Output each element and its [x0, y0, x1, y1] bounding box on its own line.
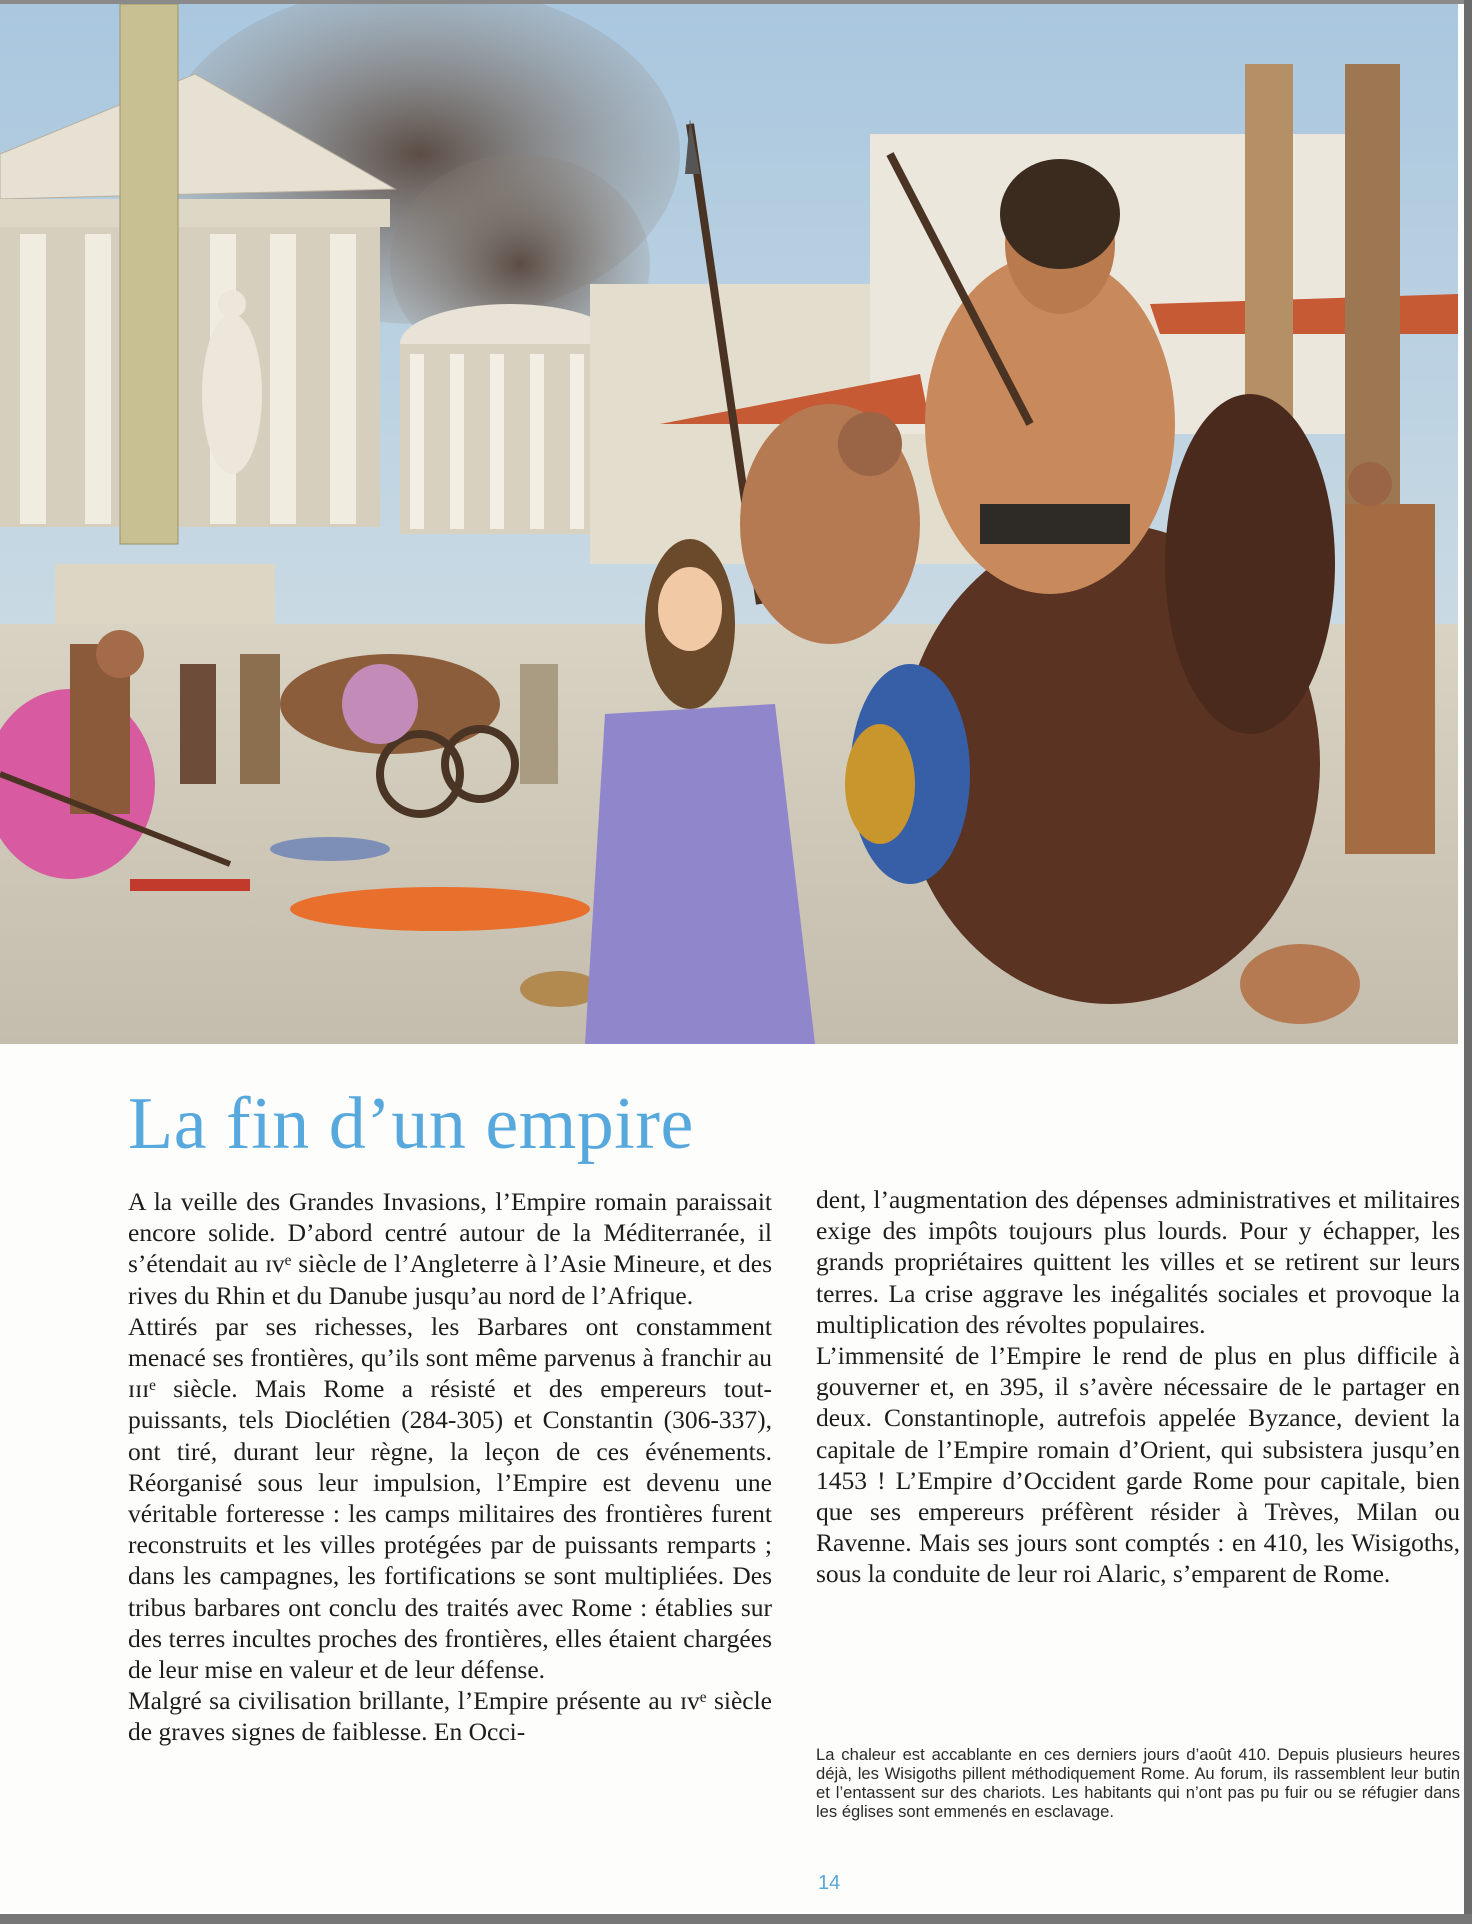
paragraph: Malgré sa civilisation brillante, l’Empire présente au ɪᴠᵉ siècle de graves signes de faiblesse. En Occi-	[128, 1686, 772, 1747]
text-column-left	[128, 1186, 772, 1748]
text-column-right	[816, 1184, 1460, 1590]
background-warrior-right	[1345, 462, 1435, 854]
paragraph: dent, l’augmentation des dépenses administratives et militaires exige des impôts toujours plus lourds. Pour y échapper, les grands propriétaires quittent les villes et se retirent sur leurs terres. La crise aggrave les inégalités sociales et provoque la multiplication des révoltes populaires.	[816, 1185, 1460, 1339]
paragraph: L’immensité de l’Empire le rend de plus en plus difficile à gouverner et, en 395, il s’avère nécessaire de le partager en deux. Constantinople, autrefois appelée Byzance, devient la capitale de l’Empire romain d’Orient, qui subsistera jusqu’en 1453 ! L’Empire d’Occident garde Rome pour capitale, bien que ses empereurs préfèrent résider à Trèves, Milan ou Ravenne. Mais ses jours sont comptés : en 410, les Wisigoths, sous la conduite de leur roi Alaric, s’emparent de Rome.	[816, 1341, 1460, 1589]
round-temple	[400, 304, 620, 534]
paragraph: A la veille des Grandes Invasions, l’Empire romain paraissait encore solide. D’abord centré autour de la Méditerranée, il s’étendait au ɪᴠᵉ siècle de l’Angleterre à l’Asie Mineure, et des rives du Rhin et du Danube jusqu’au nord de l’Afrique.	[128, 1187, 772, 1310]
scan-border-right	[1464, 0, 1472, 1924]
sack-of-rome-illustration	[0, 4, 1458, 1044]
page-title: La fin d’un empire	[128, 1083, 694, 1165]
column	[120, 4, 178, 544]
scan-border-bottom	[0, 1914, 1472, 1924]
illustration-caption: La chaleur est accablante en ces derniers jours d’août 410. Depuis plusieurs heures déjà, les Wisigoths pillent méthodiquement Rome. Au forum, ils rassemblent leur butin et l’entassent sur des chariots. Les habitants qui n’ont pas pu fuir ou se réfugier dans les églises sont emmenés en esclavage.	[816, 1744, 1460, 1821]
sack-of-rome-painting-icon	[0, 4, 1458, 1044]
paragraph: Attirés par ses richesses, les Barbares ont constamment menacé ses frontières, qu’ils sont même parvenus à franchir au ɪɪɪᵉ siècle. Mais Rome a résisté et des empereurs tout-puissants, tels Dioclétien (284-305) et Constantin (306-337), ont tiré, durant leur règne, la leçon de ces événements. Réorganisé sous leur impulsion, l’Empire est devenu une véritable forteresse : les camps militaires des frontières furent reconstruits et les villes protégées par de puissants remparts ; dans les campagnes, les fortifications se sont multipliées. Des tribus barbares ont conclu des traités avec Rome : établies sur des terres incultes proches des frontières, elles étaient chargées de leur mise en valeur et de leur défense.	[128, 1311, 772, 1685]
page-number: 14	[818, 1872, 841, 1894]
statue	[202, 314, 262, 474]
